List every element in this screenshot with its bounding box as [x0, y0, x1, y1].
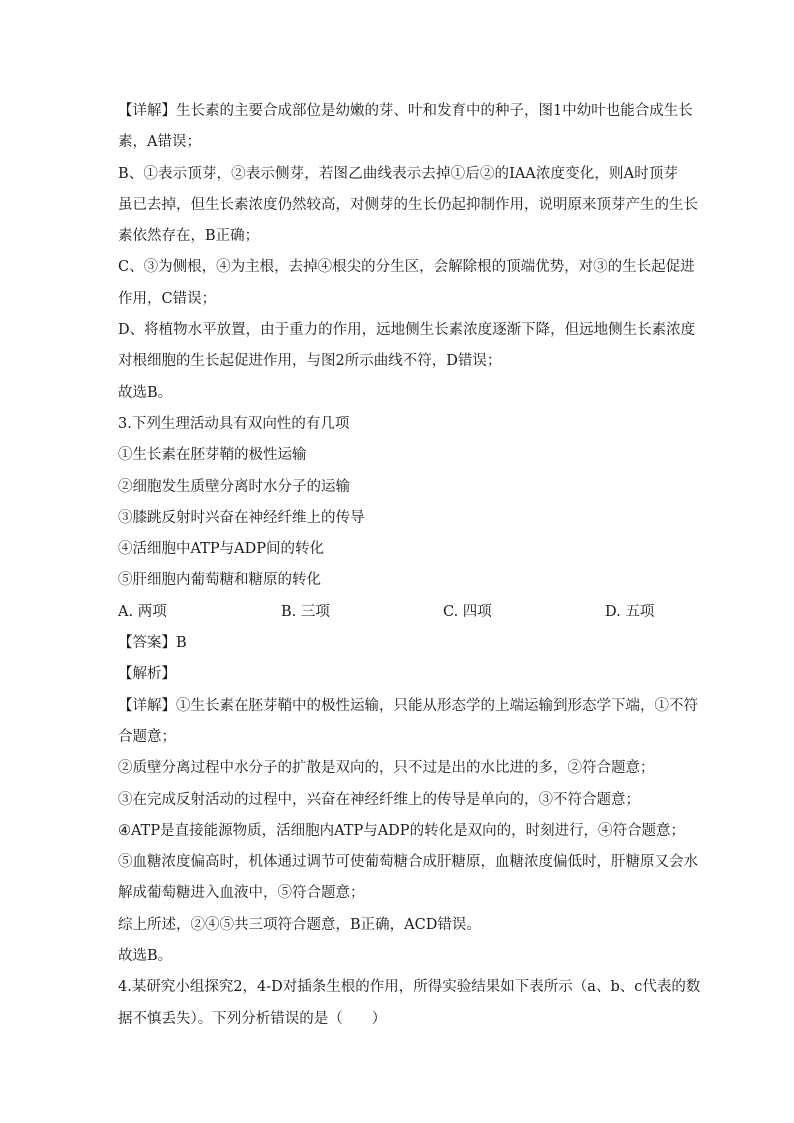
text-line: 对根细胞的生长起促进作用，与图2所示曲线不符，D错误； [118, 353, 502, 370]
text-line: 素，A错误； [118, 134, 201, 151]
text-line: 解成葡萄糖进入血液中，⑤符合题意； [118, 885, 365, 902]
option-b: B. 三项 [281, 603, 330, 620]
text-line: ④ATP是直接能源物质，活细胞内ATP与ADP的转化是双向的，时刻进行，④符合题意； [118, 822, 686, 839]
text-line: C、③为侧根，④为主根，去掉④根尖的分生区，会解除根的顶端优势，对③的生长起促进 [118, 259, 695, 276]
option-d: D. 五项 [605, 603, 655, 620]
text-line: ③在完成反射活动的过程中，兴奋在神经纤维上的传导是单向的，③不符合题意； [118, 791, 640, 808]
statement-item: ③膝跳反射时兴奋在神经纤维上的传导 [118, 509, 365, 526]
option-c: C. 四项 [443, 603, 492, 620]
question-stem: 据不慎丢失）。下列分析错误的是（ ） [118, 1010, 387, 1027]
text-line: ②质壁分离过程中水分子的扩散是双向的，只不过是出的水比进的多，②符合题意； [118, 760, 655, 777]
statement-item: ②细胞发生质壁分离时水分子的运输 [118, 478, 350, 495]
document-page [118, 96, 701, 1035]
text-line: 【详解】生长素的主要合成部位是幼嫩的芽、叶和发育中的种子，图1中幼叶也能合成生长 [118, 103, 693, 119]
text-line: B、①表示顶芽，②表示侧芽，若图乙曲线表示去掉①后②的IAA浓度变化，则A时顶芽 [118, 165, 678, 182]
text-line: 素依然存在，B正确； [118, 228, 260, 245]
text-line: 作用，C错误； [118, 290, 217, 307]
text-line: 【详解】①生长素在胚芽鞘中的极性运输，只能从形态学的上端运输到形态学下端，①不符 [118, 697, 698, 714]
analysis-label: 【解析】 [118, 666, 176, 683]
question-stem: 3.下列生理活动具有双向性的有几项 [118, 415, 350, 432]
statement-item: ①生长素在胚芽鞘的极性运输 [118, 447, 307, 464]
text-line: D、将植物水平放置，由于重力的作用，远地侧生长素浓度逐渐下降，但远地侧生长素浓度 [118, 322, 696, 339]
text-line: 合题意； [118, 728, 176, 745]
answer-options [118, 597, 678, 628]
text-line: 综上所述，②④⑤共三项符合题意，B正确，ACD错误。 [118, 916, 481, 933]
text-line: 故选B。 [118, 384, 173, 401]
text-line: ⑤血糖浓度偏高时，机体通过调节可使葡萄糖合成肝糖原，血糖浓度偏低时，肝糖原又会水 [118, 854, 698, 871]
text-line: 故选B。 [118, 948, 173, 965]
answer-label: 【答案】B [118, 635, 187, 652]
question-stem: 4.某研究小组探究2，4-D对插条生根的作用，所得实验结果如下表所示（a、b、c代表的数 [118, 979, 701, 996]
text-line: 虽已去掉，但生长素浓度仍然较高，对侧芽的生长仍起抑制作用，说明原来顶芽产生的生长 [118, 196, 698, 213]
option-a: A. 两项 [118, 603, 167, 620]
statement-item: ④活细胞中ATP与ADP间的转化 [118, 541, 324, 558]
statement-item: ⑤肝细胞内葡萄糖和糖原的转化 [118, 572, 321, 589]
